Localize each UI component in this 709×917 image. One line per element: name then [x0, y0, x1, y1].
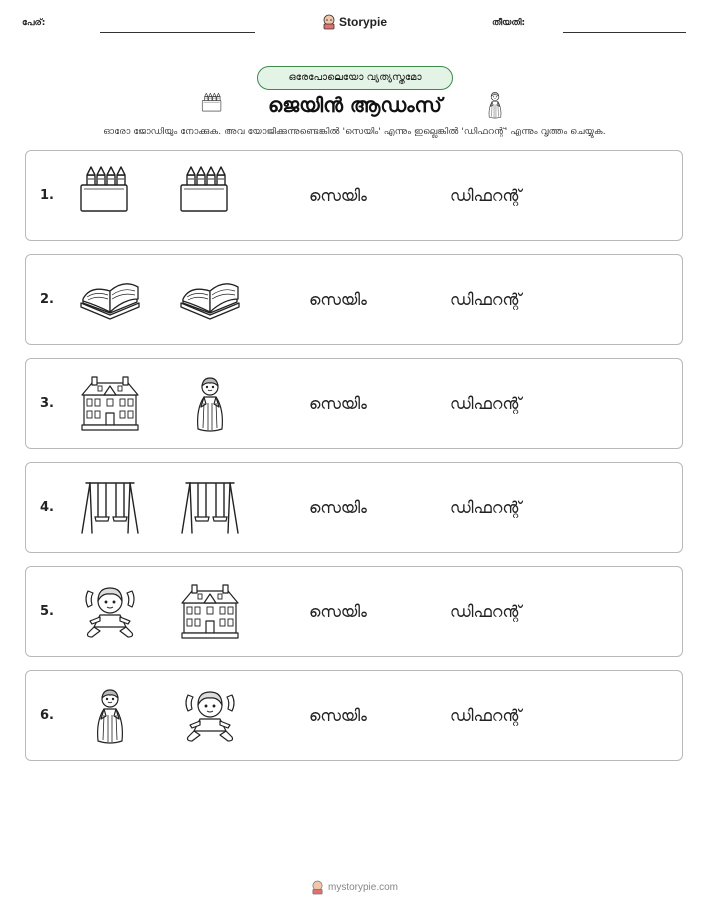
footer-url[interactable]: mystorypie.com: [327, 882, 398, 893]
footer: [0, 880, 709, 895]
doll-icon: [78, 685, 142, 747]
date-write-line[interactable]: [563, 32, 686, 33]
storypie-mascot-icon: [311, 880, 324, 895]
different-option[interactable]: ഡിഫറന്റ്: [450, 498, 522, 517]
question-row: [25, 462, 683, 553]
brand-logo: [322, 14, 387, 30]
question-number: 2.: [40, 292, 54, 307]
name-label: പേര്:: [22, 18, 46, 28]
swing-icon: [78, 477, 142, 539]
question-number: 6.: [40, 708, 54, 723]
page-title: ജെയിൻ ആഡംസ്: [267, 93, 442, 117]
crayons-icon: [78, 165, 142, 227]
question-row: [25, 670, 683, 761]
worksheet-header: [0, 14, 709, 38]
crayons-icon: [178, 165, 242, 227]
different-option[interactable]: ഡിഫറന്റ്: [450, 394, 522, 413]
same-option[interactable]: സെയിം: [309, 394, 367, 413]
different-option[interactable]: ഡിഫറന്റ്: [450, 290, 522, 309]
question-number: 3.: [40, 396, 54, 411]
different-option[interactable]: ഡിഫറന്റ്: [450, 602, 522, 621]
brand-name: Storypie: [339, 15, 388, 29]
question-number: 1.: [40, 188, 54, 203]
question-row: [25, 150, 683, 241]
worksheet-type-badge: ഒരേപോലെയോ വ്യത്യസ്തമോ: [257, 66, 453, 90]
name-write-line[interactable]: [100, 32, 255, 33]
same-option[interactable]: സെയിം: [309, 602, 367, 621]
different-option[interactable]: ഡിഫറന്റ്: [450, 706, 522, 725]
house-icon: [178, 581, 242, 643]
question-number: 4.: [40, 500, 54, 515]
doll-icon: [178, 373, 242, 435]
book-icon: [78, 269, 142, 331]
storypie-mascot-icon: [322, 14, 336, 30]
rag-doll-icon: [178, 685, 242, 747]
swing-icon: [178, 477, 242, 539]
date-label: തീയതി:: [492, 18, 526, 28]
question-row: [25, 566, 683, 657]
rag-doll-icon: [78, 581, 142, 643]
question-number: 5.: [40, 604, 54, 619]
question-row: [25, 254, 683, 345]
same-option[interactable]: സെയിം: [309, 498, 367, 517]
doll-icon: [484, 90, 506, 120]
title-row: [0, 90, 709, 122]
crayons-icon: [201, 92, 227, 118]
same-option[interactable]: സെയിം: [309, 706, 367, 725]
same-option[interactable]: സെയിം: [309, 290, 367, 309]
house-icon: [78, 373, 142, 435]
question-row: [25, 358, 683, 449]
same-option[interactable]: സെയിം: [309, 186, 367, 205]
different-option[interactable]: ഡിഫറന്റ്: [450, 186, 522, 205]
instructions-text: ഓരോ ജോഡിയും നോക്കുക. അവ യോജിക്കുന്നുണ്ടെങ്കിൽ 'സെയിം' എന്നും ഇല്ലെങ്കിൽ 'ഡിഫറന്റ്' എന്നും വൃത്തം ചെയ്യുക.: [103, 126, 606, 137]
book-icon: [178, 269, 242, 331]
